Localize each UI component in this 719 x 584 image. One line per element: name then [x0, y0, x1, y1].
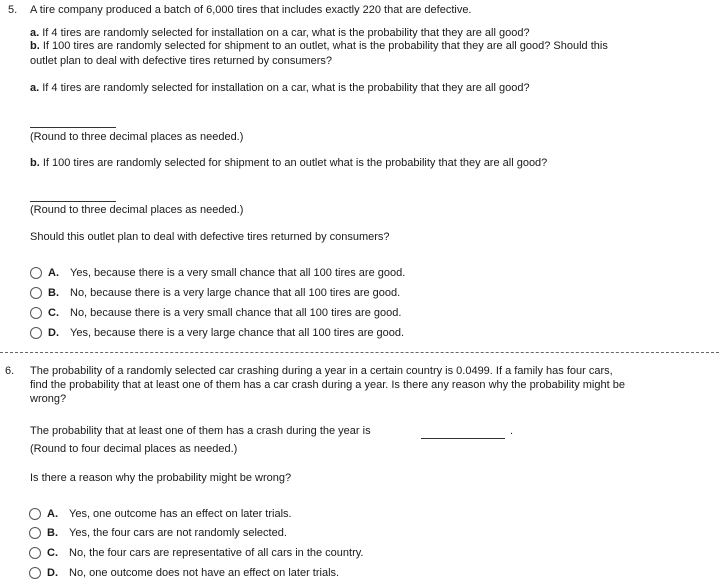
option-text: No, because there is a very small chance that all 100 tires are good.	[70, 307, 402, 319]
option-letter: C.	[48, 307, 59, 319]
option-text: Yes, one outcome has an effect on later trials.	[69, 508, 292, 520]
option-letter: D.	[47, 567, 58, 579]
part-a-answer-blank[interactable]	[30, 127, 116, 128]
probability-period: .	[510, 425, 514, 437]
radio-button-icon[interactable]	[30, 287, 42, 299]
question-stem-line-1: The probability of a randomly selected car crashing during a year in a certain country is 0.0499. If a family has four cars,	[30, 365, 613, 377]
option-text: Yes, because there is a very large chance that all 100 tires are good.	[70, 327, 405, 339]
part-label: a.	[30, 27, 40, 39]
probability-prompt: The probability that at least one of them has a crash during the year is	[30, 425, 371, 437]
option-text: Yes, the four cars are not randomly selected.	[69, 527, 287, 539]
probability-answer-blank[interactable]	[421, 438, 505, 439]
radio-button-icon[interactable]	[29, 508, 41, 520]
option-letter: A.	[48, 267, 59, 279]
part-label: a.	[30, 82, 40, 94]
probability-hint: (Round to four decimal places as needed.)	[30, 443, 238, 455]
question-stem-line-3: wrong?	[30, 393, 67, 405]
part-a-hint: (Round to three decimal places as needed.)	[30, 131, 244, 143]
intro-part-b-continued: outlet plan to deal with defective tires returned by consumers?	[30, 55, 333, 67]
radio-button-icon[interactable]	[29, 567, 41, 579]
question-number: 6.	[5, 365, 15, 377]
radio-button-icon[interactable]	[29, 527, 41, 539]
option-letter: B.	[47, 527, 58, 539]
question-stem-line-2: find the probability that at least one of them has a car crash during a year. Is there any reason why the probability might be	[30, 379, 625, 391]
section-divider	[0, 352, 719, 353]
choice-question: Should this outlet plan to deal with defective tires returned by consumers?	[30, 231, 390, 243]
option-text: Yes, because there is a very small chance that all 100 tires are good.	[70, 267, 406, 279]
intro-part-a	[30, 27, 530, 40]
part-b-question	[30, 157, 547, 170]
option-text: No, one outcome does not have an effect on later trials.	[69, 567, 340, 579]
part-b-hint: (Round to three decimal places as needed.)	[30, 204, 244, 216]
question-stem: A tire company produced a batch of 6,000 tires that includes exactly 220 that are defective.	[30, 4, 472, 16]
part-b-answer-blank[interactable]	[30, 201, 116, 202]
option-letter: D.	[48, 327, 59, 339]
part-label: b.	[30, 40, 40, 52]
part-text: If 100 tires are randomly selected for shipment to an outlet, what is the probability that they are all good? Should this	[42, 40, 608, 52]
radio-button-icon[interactable]	[30, 327, 42, 339]
choice-question: Is there a reason why the probability might be wrong?	[30, 472, 292, 484]
intro-part-b	[30, 40, 608, 53]
option-text: No, the four cars are representative of all cars in the country.	[69, 547, 364, 559]
radio-button-icon[interactable]	[29, 547, 41, 559]
part-text: If 100 tires are randomly selected for shipment to an outlet what is the probability that they are all good?	[42, 157, 548, 169]
option-text: No, because there is a very large chance that all 100 tires are good.	[70, 287, 401, 299]
part-a-question	[30, 82, 530, 95]
radio-button-icon[interactable]	[30, 267, 42, 279]
part-text: If 4 tires are randomly selected for installation on a car, what is the probability that they are all good?	[42, 27, 530, 39]
question-number: 5.	[8, 4, 18, 16]
option-letter: C.	[47, 547, 58, 559]
option-letter: B.	[48, 287, 59, 299]
radio-button-icon[interactable]	[30, 307, 42, 319]
option-letter: A.	[47, 508, 58, 520]
part-text: If 4 tires are randomly selected for installation on a car, what is the probability that they are all good?	[42, 82, 530, 94]
part-label: b.	[30, 157, 40, 169]
